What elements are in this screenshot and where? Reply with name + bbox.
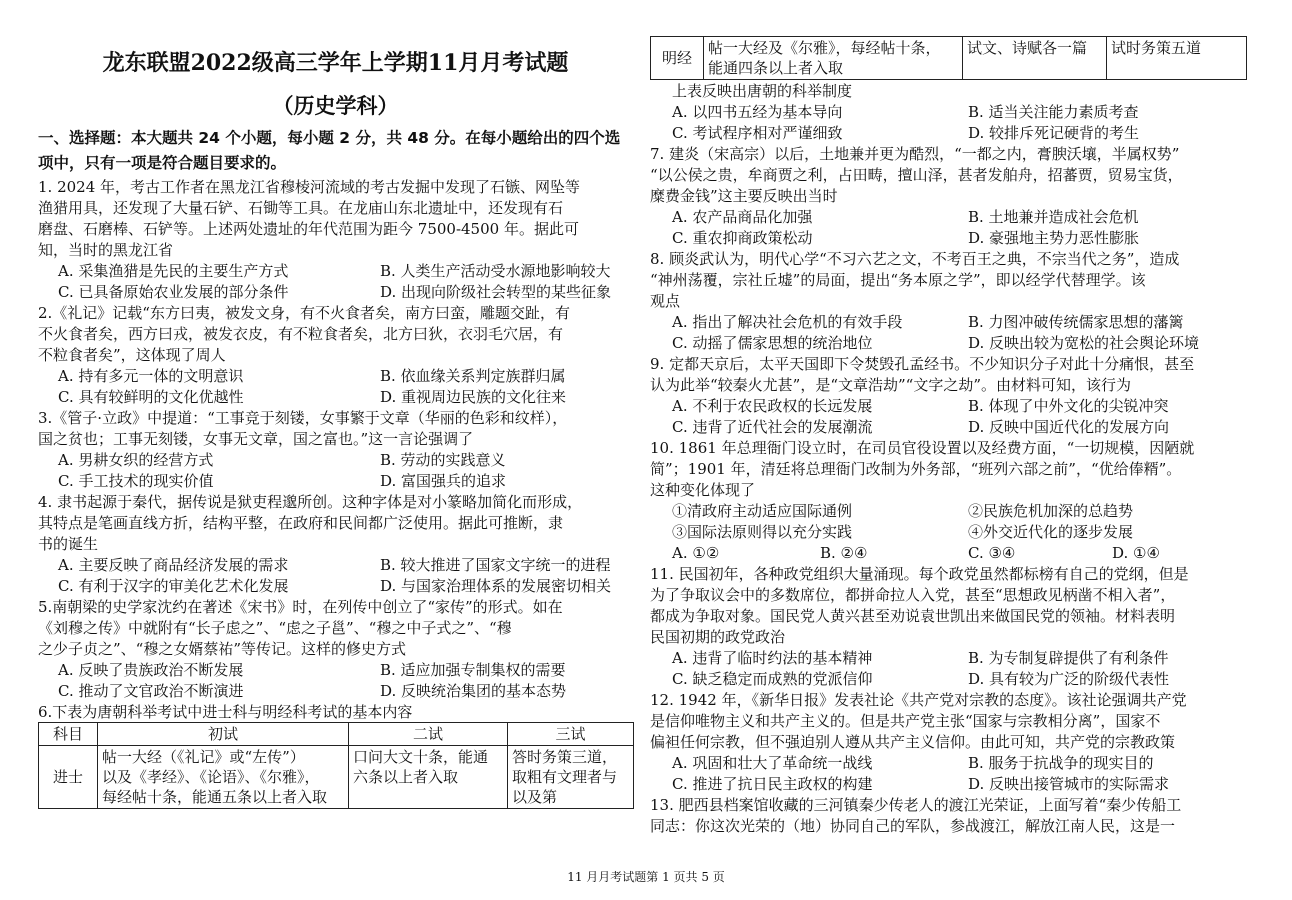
q6-option-d[interactable]: D. 较排斥死记硬背的考生 <box>968 124 1140 142</box>
exam-subtitle: （历史学科） <box>272 93 399 118</box>
q6-option-c[interactable]: C. 考试程序相对严谨细致 <box>672 124 843 142</box>
q5-option-c[interactable]: C. 推动了文官政治不断演进 <box>58 682 244 700</box>
q9-option-a[interactable]: A. 不利于农民政权的长远发展 <box>672 397 873 415</box>
q12-stem-line: 偏袒任何宗教，但不强迫别人遵从共产主义信仰。由此可知，共产党的宗教政策 <box>650 733 1176 751</box>
q5-stem-line: 之少子贞之”、“穆之女婿蔡祐”等传记。这样的修史方式 <box>38 640 407 658</box>
second-exam-cell <box>349 746 508 809</box>
q10-option-d[interactable]: D. ①④ <box>1112 544 1160 562</box>
q6-option-a[interactable]: A. 以四书五经为基本导向 <box>672 103 843 121</box>
q1-stem-line: 磨盘、石磨棒、石铲等。上述两处遗址的年代范围为距今 7500-4500 年。据此可 <box>38 220 579 238</box>
q4-stem-line: 其特点是笔画直线方折，结构平整，在政府和民间都广泛使用。据此可推断，隶 <box>38 514 564 532</box>
q4-option-d[interactable]: D. 与国家治理体系的发展密切相关 <box>380 577 612 595</box>
q5-stem-line: 《刘穆之传》中就附有“长子虑之”、“虑之子邕”、“穆之中子式之”、“穆 <box>38 619 512 637</box>
q4-stem-line: 书的诞生 <box>38 535 99 553</box>
q3-option-d[interactable]: D. 富国强兵的追求 <box>380 472 507 490</box>
cell-line: 帖一大经及《尔雅》，每经帖十条， <box>708 39 941 57</box>
q8-option-c[interactable]: C. 动摇了儒家思想的统治地位 <box>672 334 873 352</box>
q7-option-a[interactable]: A. 农产品商品化加强 <box>672 208 813 226</box>
q12-option-c[interactable]: C. 推进了抗日民主政权的构建 <box>672 775 873 793</box>
q10-option-b[interactable]: B. ②④ <box>820 544 868 562</box>
q3-option-a[interactable]: A. 男耕女织的经营方式 <box>58 451 214 469</box>
q2-stem-line: 不火食者矣，西方曰戎，被发衣皮，有不粒食者矣，北方曰狄，衣羽毛穴居，有 <box>38 325 564 343</box>
table-header-cell: 初试 <box>98 723 349 746</box>
q10-item-3: ③国际法原则得以充分实践 <box>672 523 853 541</box>
q4-option-c[interactable]: C. 有利于汉字的审美化艺术化发展 <box>58 577 289 595</box>
q8-stem-line: “神州荡覆，宗社丘墟”的局面，提出“务本原之学”，即以经学代替理学。该 <box>650 271 1146 289</box>
table-header-row <box>39 723 634 746</box>
q11-option-b[interactable]: B. 为专制复辟提供了有利条件 <box>968 649 1169 667</box>
q2-option-b[interactable]: B. 依血缘关系判定族群归属 <box>380 367 566 385</box>
section-heading-line1: 一、选择题：本大题共 24 个小题，每小题 2 分，共 48 分。在每小题给出的四个选 <box>38 129 621 147</box>
q12-option-a[interactable]: A. 巩固和壮大了革命统一战线 <box>672 754 873 772</box>
q1-stem-line: 渔猎用具，还发现了大量石铲、石锄等工具。在龙庙山东北遗址中，还发现有石 <box>38 199 564 217</box>
q11-stem-line: 为了争取议会中的多数席位，都拼命拉人入党，甚至“思想政见柄凿不相入者”， <box>650 586 1176 604</box>
third-exam-cell: 试时务策五道 <box>1107 37 1247 80</box>
q9-stem-line: 9. 定都天京后，太平天国即下令焚毁孔孟经书。不少知识分子对此十分痛恨，甚至 <box>650 355 1195 373</box>
table-header-cell: 三试 <box>508 723 634 746</box>
q7-option-d[interactable]: D. 豪强地主势力恶性膨胀 <box>968 229 1140 247</box>
q12-stem-line: 是信仰唯物主义和共产主义的。但是共产党主张“国家与宗教相分离”，国家不 <box>650 712 1161 730</box>
q5-option-d[interactable]: D. 反映统治集团的基本态势 <box>380 682 567 700</box>
q10-stem-line: 10. 1861 年总理衙门设立时，在司员官役设置以及经费方面，“一切规模，因陋就 <box>650 439 1195 457</box>
q2-option-a[interactable]: A. 持有多元一体的文明意识 <box>58 367 244 385</box>
q7-stem-line: “以公侯之贵，牟商贾之利，占田畴，擅山泽，甚者发舶舟，招蕃贾，贸易宝货， <box>650 166 1183 184</box>
q10-stem-line: 简”；1901 年，清廷将总理衙门改制为外务部，“班列六部之前”，“优给俸糈”。 <box>650 460 1182 478</box>
table-header-cell: 二试 <box>349 723 508 746</box>
q11-option-c[interactable]: C. 缺乏稳定而成熟的党派信仰 <box>672 670 873 688</box>
cell-line: 口问大文十条，能通 <box>353 748 489 766</box>
q9-option-d[interactable]: D. 反映中国近代化的发展方向 <box>968 418 1170 436</box>
q1-option-c[interactable]: C. 已具备原始农业发展的部分条件 <box>58 283 289 301</box>
q6-intro: 6.下表为唐朝科举考试中进士科与明经科考试的基本内容 <box>38 703 413 721</box>
cell-line: 以及《孝经》、《论语》、《尔雅》， <box>102 768 320 786</box>
first-exam-cell <box>704 37 963 80</box>
q1-option-a[interactable]: A. 采集渔猎是先民的主要生产方式 <box>58 262 289 280</box>
q2-stem-line: 不粒食者矣”，这体现了周人 <box>38 346 226 364</box>
q4-option-a[interactable]: A. 主要反映了商品经济发展的需求 <box>58 556 289 574</box>
q10-item-4: ④外交近代化的逐步发展 <box>968 523 1134 541</box>
q3-stem-line: 国之贫也；工事无刻镂，女事无文章，国之富也。”这一言论强调了 <box>38 430 474 448</box>
q10-option-c[interactable]: C. ③④ <box>968 544 1016 562</box>
q5-option-a[interactable]: A. 反映了贵族政治不断发展 <box>58 661 244 679</box>
cell-line: 能通四条以上者入取 <box>708 59 844 77</box>
q10-stem-line: 这种变化体现了 <box>650 481 756 499</box>
q11-option-d[interactable]: D. 具有较为广泛的阶级代表性 <box>968 670 1170 688</box>
q11-stem-line: 11. 民国初年，各种政党组织大量涌现。每个政党虽然都标榜有自己的党纲，但是 <box>650 565 1189 583</box>
q1-option-b[interactable]: B. 人类生产活动受水源地影响较大 <box>380 262 611 280</box>
q7-option-b[interactable]: B. 土地兼并造成社会危机 <box>968 208 1139 226</box>
q6-tail: 上表反映出唐朝的科举制度 <box>672 82 853 100</box>
q10-item-2: ②民族危机加深的总趋势 <box>968 502 1134 520</box>
table-row <box>39 746 634 809</box>
cell-line: 每经帖十条，能通五条以上者入取 <box>102 788 328 806</box>
q7-stem-line: 7. 建炎（宋高宗）以后，土地兼并更为酷烈，“一都之内，膏腴沃壤，半属权势” <box>650 145 1180 163</box>
q9-stem-line: 认为此举“较秦火尤甚”，是“文章浩劫”“文字之劫”。由材料可知，该行为 <box>650 376 1132 394</box>
q2-option-d[interactable]: D. 重视周边民族的文化往来 <box>380 388 567 406</box>
q8-stem-line: 8. 顾炎武认为，明代心学“不习六艺之文，不考百王之典，不宗当代之务”，造成 <box>650 250 1180 268</box>
cell-line: 取粗有文理者与 <box>512 768 618 786</box>
q2-stem-line: 2.《礼记》记载“东方曰夷，被发文身，有不火食者矣，南方曰蛮，雕题交趾，有 <box>38 304 570 322</box>
q1-option-d[interactable]: D. 出现向阶级社会转型的某些征象 <box>380 283 612 301</box>
q4-option-b[interactable]: B. 较大推进了国家文字统一的进程 <box>380 556 611 574</box>
q7-stem-line: 糜费金钱”这主要反映出当时 <box>650 187 838 205</box>
table-row <box>651 37 1247 80</box>
q13-stem-line: 13. 肥西县档案馆收藏的三河镇秦少传老人的渡江光荣证，上面写着“秦少传船工 <box>650 796 1182 814</box>
q6-option-b[interactable]: B. 适当关注能力素质考查 <box>968 103 1139 121</box>
q1-stem-line: 知，当时的黑龙江省 <box>38 241 174 259</box>
q11-stem-line: 都成为争取对象。国民党人黄兴甚至劝说袁世凯出来做国民党的领袖。材料表明 <box>650 607 1176 625</box>
q8-stem-line: 观点 <box>650 292 681 310</box>
subject-cell: 明经 <box>651 37 704 80</box>
q2-option-c[interactable]: C. 具有较鲜明的文化优越性 <box>58 388 244 406</box>
second-exam-cell: 试文、诗赋各一篇 <box>963 37 1107 80</box>
third-exam-cell <box>508 746 634 809</box>
q11-option-a[interactable]: A. 违背了临时约法的基本精神 <box>672 649 873 667</box>
q6-table-jinshi <box>38 722 634 809</box>
cell-line: 答时务策三道， <box>512 748 618 766</box>
q1-stem-line: 1. 2024 年，考古工作者在黑龙江省穆棱河流域的考古发掘中发现了石镞、网坠等 <box>38 178 581 196</box>
q5-stem-line: 5.南朝梁的史学家沈约在著述《宋书》时，在列传中创立了“家传”的形式。如在 <box>38 598 563 616</box>
q10-option-a[interactable]: A. ①② <box>672 544 720 562</box>
q7-option-c[interactable]: C. 重农抑商政策松动 <box>672 229 813 247</box>
q9-option-c[interactable]: C. 违背了近代社会的发展潮流 <box>672 418 873 436</box>
q10-item-1: ①清政府主动适应国际通例 <box>672 502 853 520</box>
q12-option-d[interactable]: D. 反映出接管城市的实际需求 <box>968 775 1170 793</box>
q3-stem-line: 3.《管子·立政》中提道：“工事竞于刻镂，女事繁于文章（华丽的色彩和纹样）， <box>38 409 568 427</box>
cell-line: 六条以上者入取 <box>353 768 459 786</box>
cell-line: 以及第 <box>512 788 558 806</box>
first-exam-cell <box>98 746 349 809</box>
cell-line: 帖一大经（《礼记》或“左传”） <box>102 748 305 766</box>
q8-option-d[interactable]: D. 反映出较为宽松的社会舆论环境 <box>968 334 1200 352</box>
q12-option-b[interactable]: B. 服务于抗战争的现实目的 <box>968 754 1154 772</box>
section-heading-line2: 项中，只有一项是符合题目要求的。 <box>38 154 287 172</box>
q3-option-c[interactable]: C. 手工技术的现实价值 <box>58 472 214 490</box>
subject-cell: 进士 <box>39 746 98 809</box>
table-header-cell: 科目 <box>39 723 98 746</box>
q11-stem-line: 民国初期的政党政治 <box>650 628 786 646</box>
exam-title: 龙东联盟2022级高三学年上学期11月月考试题 <box>102 50 569 76</box>
q13-stem-line: 同志：你这次光荣的（地）协同自己的军队，参战渡江，解放江南人民，这是一 <box>650 817 1176 835</box>
q12-stem-line: 12. 1942 年，《新华日报》发表社论《共产党对宗教的态度》。该社论强调共产党 <box>650 691 1187 709</box>
q8-option-b[interactable]: B. 力图冲破传统儒家思想的藩篱 <box>968 313 1184 331</box>
q5-option-b[interactable]: B. 适应加强专制集权的需要 <box>380 661 566 679</box>
q3-option-b[interactable]: B. 劳动的实践意义 <box>380 451 506 469</box>
page-footer: 11 月月考试题第 1 页共 5 页 <box>567 870 725 884</box>
q9-option-b[interactable]: B. 体现了中外文化的尖锐冲突 <box>968 397 1169 415</box>
q6-table-mingjing <box>650 36 1247 80</box>
q8-option-a[interactable]: A. 指出了解决社会危机的有效手段 <box>672 313 903 331</box>
q4-stem-line: 4. 隶书起源于秦代，据传说是狱吏程邈所创。这种字体是对小篆略加简化而形成， <box>38 493 583 511</box>
